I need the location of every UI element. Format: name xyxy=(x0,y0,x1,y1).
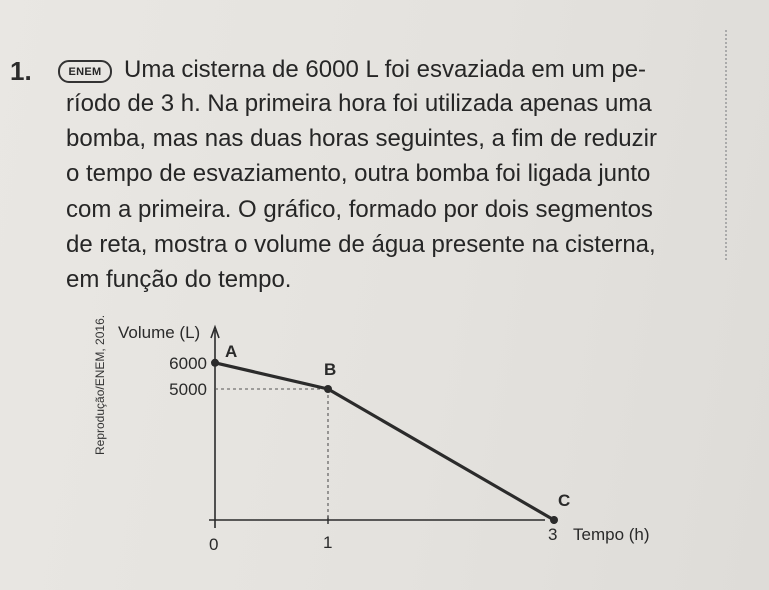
question-line-1: Uma cisterna de 6000 L foi esvaziada em um pe- xyxy=(124,56,647,83)
question-line-7: em função do tempo. xyxy=(66,266,292,293)
question-number: 1. xyxy=(10,56,32,86)
point-c xyxy=(550,516,558,524)
y-tick-label-5000: 5000 xyxy=(169,380,207,399)
enem-badge: ENEM xyxy=(58,60,112,83)
question-line-6: de reta, mostra o volume de água presente na cisterna, xyxy=(66,231,656,258)
question-line-3: bomba, mas nas duas horas seguintes, a fim de reduzir xyxy=(66,125,657,152)
y-tick-label-6000: 6000 xyxy=(169,353,207,373)
segment-bc xyxy=(328,389,554,520)
segment-ab xyxy=(215,363,328,389)
y-axis-title: Volume (L) xyxy=(118,323,201,342)
origin-label: 0 xyxy=(209,535,219,554)
question-line-5: com a primeira. O gráfico, formado por dois segmentos xyxy=(66,196,653,223)
point-label-c: C xyxy=(558,491,571,510)
point-b xyxy=(324,385,332,393)
x-tick-label-3: 3 xyxy=(548,525,558,544)
x-axis-title: Tempo (h) xyxy=(573,525,650,544)
source-credit: Reprodução/ENEM, 2016. xyxy=(93,314,107,455)
question-line-4: o tempo de esvaziamento, outra bomba foi ligada junto xyxy=(66,160,651,187)
point-label-a: A xyxy=(225,341,238,361)
x-tick-label-1: 1 xyxy=(323,533,333,552)
point-label-b: B xyxy=(324,360,337,379)
point-a xyxy=(211,359,219,367)
question-line-2: ríodo de 3 h. Na primeira hora foi utilizada apenas uma xyxy=(66,90,652,117)
